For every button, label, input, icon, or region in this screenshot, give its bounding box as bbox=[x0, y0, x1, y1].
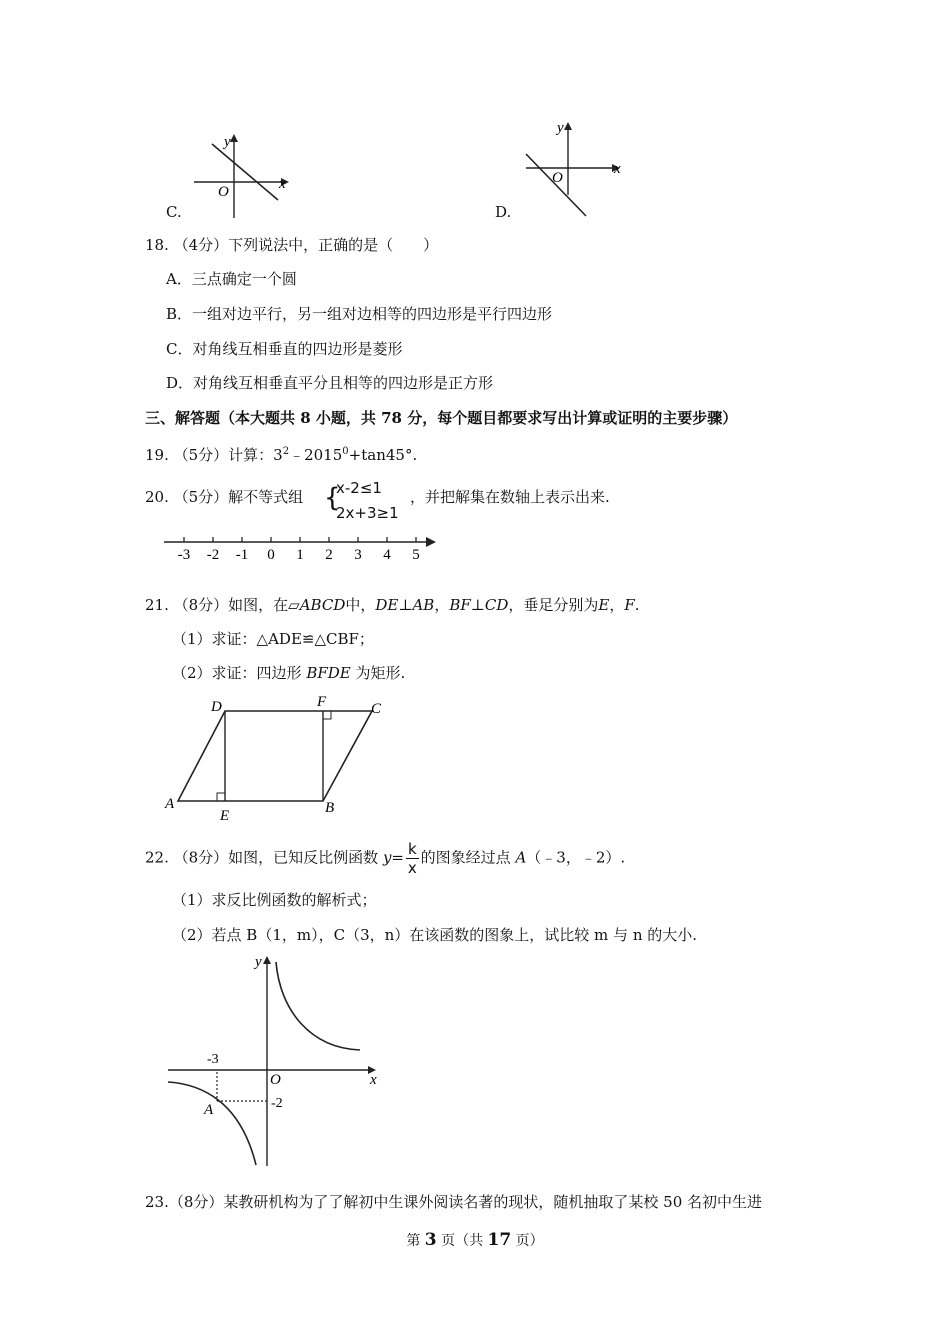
c-x-axis-label: x bbox=[279, 176, 286, 192]
section-heading: 三、解答题（本大题共 8 小题，共 78 分，每个题目都要求写出计算或证明的主要步骤） bbox=[145, 409, 738, 427]
number-line-tick-label: 2 bbox=[325, 547, 333, 563]
page-footer: 第 3 页（共 17 页） bbox=[406, 1230, 544, 1250]
graph-x-label: x bbox=[370, 1072, 377, 1088]
q19-suffix: +tan45°. bbox=[348, 446, 418, 464]
q21-part1: （1）求证：△ADE≌△CBF； bbox=[172, 630, 374, 648]
graph-origin-label: O bbox=[270, 1072, 281, 1088]
q20-inequality-2: 2x+3≥1 bbox=[336, 504, 399, 522]
d-origin-label: O bbox=[552, 170, 563, 186]
q20-brace: { bbox=[324, 483, 341, 513]
q18-stem: 18. （4分）下列说法中，正确的是（ ） bbox=[145, 236, 439, 254]
number-line-tick-label: 4 bbox=[383, 547, 391, 563]
number-line-tick-label: 3 bbox=[354, 547, 362, 563]
fraction-numerator: k bbox=[407, 840, 417, 858]
q18-option-d: D．对角线互相垂直平分且相等的四边形是正方形 bbox=[166, 374, 494, 392]
q19-mid: ﹣2015 bbox=[289, 446, 343, 464]
q20-prefix: 20. （5分）解不等式组 bbox=[145, 488, 304, 506]
q23-stem: 23.（8分）某教研机构为了了解初中生课外阅读名著的现状，随机抽取了某校 50 名初中生进 bbox=[145, 1193, 763, 1211]
graph-point-a-label: A bbox=[204, 1102, 214, 1118]
reciprocal-function-graph bbox=[160, 950, 390, 1170]
q18-option-b: B．一组对边平行，另一组对边相等的四边形是平行四边形 bbox=[166, 305, 553, 323]
q22-stem: 22. （8分）如图，已知反比例函数 y= $\frac{k}{x}$ 的图象经过点 A（﹣3，﹣2）. bbox=[145, 840, 626, 877]
option-c-graph bbox=[186, 130, 296, 225]
fraction-denominator: x bbox=[407, 859, 417, 877]
q19-exponent-1: 2 bbox=[282, 446, 290, 457]
graph-y-label: y bbox=[255, 954, 262, 970]
q20-inequality-1: x-2≤1 bbox=[336, 479, 382, 497]
q21-part2: （2）求证：四边形 BFDE 为矩形. bbox=[172, 664, 406, 682]
d-x-axis-label: x bbox=[614, 161, 621, 177]
q18-option-a: A．三点确定一个圆 bbox=[166, 270, 297, 288]
number-line bbox=[158, 530, 443, 565]
number-line-tick-label: 1 bbox=[296, 547, 304, 563]
vertex-b-label: B bbox=[325, 800, 335, 816]
total-pages: 17 bbox=[487, 1230, 512, 1250]
q19-exponent-2: 0 bbox=[342, 446, 349, 457]
q21-stem: 21. （8分）如图，在▱ABCD中，DE⊥AB，BF⊥CD，垂足分别为E，F. bbox=[145, 596, 640, 614]
graph-neg3-label: -3 bbox=[207, 1052, 219, 1067]
option-c-label: C. bbox=[166, 203, 182, 221]
q18-option-c: C．对角线互相垂直的四边形是菱形 bbox=[166, 340, 403, 358]
vertex-a-label: A bbox=[165, 796, 175, 812]
number-line-tick-label: 5 bbox=[412, 547, 420, 563]
number-line-tick-label: -1 bbox=[235, 547, 249, 563]
q20-suffix: ，并把解集在数轴上表示出来. bbox=[410, 488, 610, 506]
parallelogram-figure bbox=[160, 690, 400, 825]
q19-prefix: 19. （5分）计算：3 bbox=[145, 446, 283, 464]
c-origin-label: O bbox=[218, 184, 229, 200]
graph-neg2-label: -2 bbox=[271, 1096, 283, 1111]
number-line-tick-label: 0 bbox=[267, 547, 275, 563]
d-y-axis-label: y bbox=[557, 120, 564, 136]
option-d-graph bbox=[518, 120, 633, 220]
q22-part1: （1）求反比例函数的解析式； bbox=[172, 891, 377, 909]
q19-stem bbox=[145, 442, 417, 465]
vertex-e-label: E bbox=[220, 808, 230, 824]
vertex-f-label: F bbox=[317, 694, 327, 710]
c-y-axis-label: y bbox=[224, 134, 231, 150]
vertex-d-label: D bbox=[211, 699, 222, 715]
option-d-label: D. bbox=[495, 203, 512, 221]
q22-part2: （2）若点 B（1，m），C（3，n）在该函数的图象上，试比较 m 与 n 的大小. bbox=[172, 926, 698, 944]
number-line-tick-label: -3 bbox=[177, 547, 191, 563]
number-line-tick-label: -2 bbox=[206, 547, 220, 563]
current-page-number: 3 bbox=[424, 1230, 437, 1250]
vertex-c-label: C bbox=[371, 701, 382, 717]
